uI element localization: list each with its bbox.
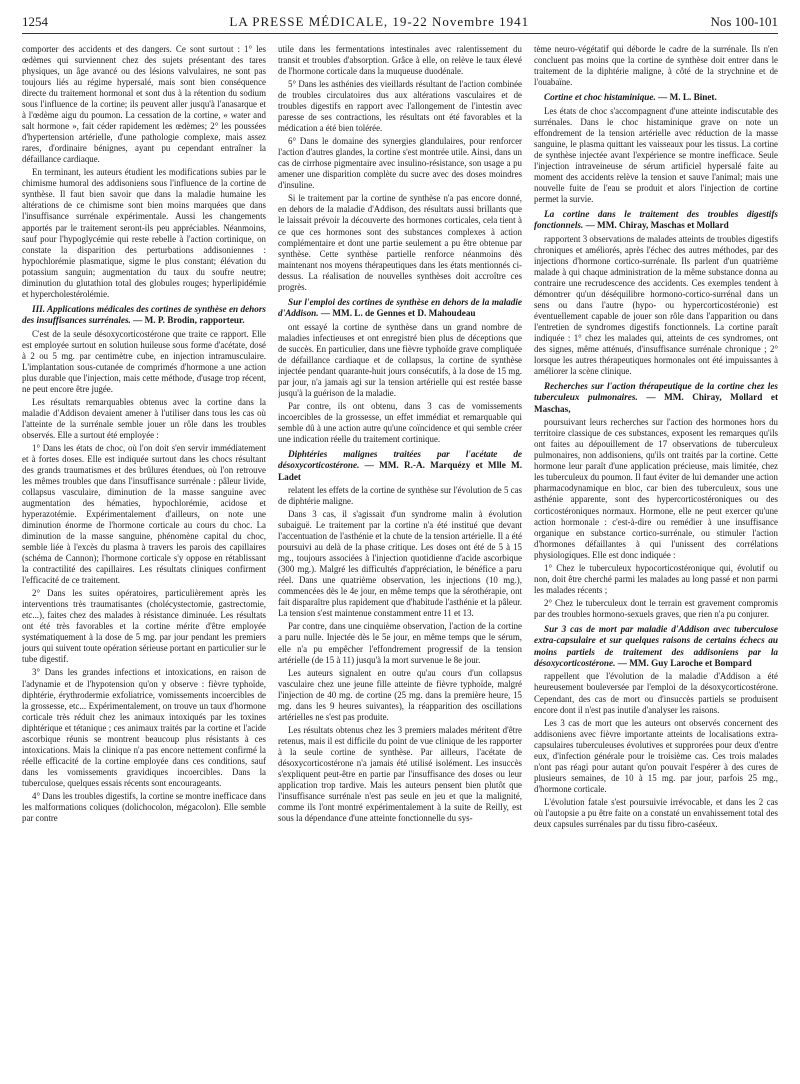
section-title: Cortine et choc histaminique. xyxy=(544,92,656,103)
section-authors: — M. L. Binet. xyxy=(658,92,717,103)
paragraph: 3° Dans les grandes infections et intoxications, en raison de l'adynamie et de l'hypotension qu'on y observe : fièvre typhoïde, diphtérie, érythrodermie exfoliatrice, vomissements incoercibles de la grossesse, etc... Expérimentalement, on trouve un taux d'hormone corticale très réduit chez les animaux intoxiqués par les toxines diphtérique et tétanique ; ces animaux traités par la cortine et l'acide ascorbique réunis se montrent beaucoup plus résistants à ces intoxications. Mais la clinique n'a pas encore nettement confirmé la réelle efficacité de la cortine employée dans ces conditions, sauf dans les vomissements gravidiques incoercibles. Dans la tuberculose, quelques essais récents sont encourageants. xyxy=(22,667,266,788)
paragraph: rappellent que l'évolution de la maladie d'Addison a été heureusement bouleversée par l'emploi de la désoxycorticostérone. Cependant, des cas de mort ou d'insuccès partiels se produisent encore dont il n'est pas inutile d'analyser les raisons. xyxy=(534,671,778,715)
issue-date: 19-22 Novembre 1941 xyxy=(392,14,530,29)
issue-number: Nos 100-101 xyxy=(710,14,778,29)
section-title: Sur l'emploi des cortines de synthèse en dehors de la maladie d'Addison. xyxy=(278,296,522,319)
paragraph: 5° Dans les asthénies des vieillards résultant de l'action combinée de troubles circulatoires dus aux altérations vasculaires et de troubles digestifs en rapport avec l'allongement de l'intestin avec paresse de ses contractions, les résultats ont été favorables et la médication a été bien tolérée. xyxy=(278,79,522,134)
article-columns xyxy=(22,44,778,1084)
journal-title: LA PRESSE MÉDICALE, xyxy=(229,14,389,29)
section-title: Sur 3 cas de mort par maladie d'Addison avec tuberculose extra-capsulaire et sur quelques raisons de certains échecs au moins partiels de traitement des addisoniens par la désoxycorticostérone. xyxy=(534,623,778,669)
column-1 xyxy=(22,44,266,1084)
paragraph: Si le traitement par la cortine de synthèse n'a pas encore donné, en dehors de la maladie d'Addison, des résultats aussi brillants que le laissait prévoir la découverte des hormones corticales, cela tient à ce que ces hormones sont des substances complexes à action complémentaire et dont une partie seulement a pu être obtenue par synthèse. Cette synthèse partielle renforce néanmoins dès maintenant nos moyens thérapeutiques dans les états mentionnés ci-dessus. La réalisation de nouvelles synthèses doit accroître ces progrès. xyxy=(278,193,522,292)
paragraph: poursuivant leurs recherches sur l'action des hormones hors du territoire classique de ces substances, exposent les remarques qu'ils ont faites au dépouillement de 17 observations de tuberculeux pulmonaires, non addisoniens, qu'ils ont traités par la cortine. Cette hormone leur paraît d'une application précieuse, mais limitée, chez les tuberculeux du poumon. Il faut éviter de lui demander une action pharmacodynamique en bloc, car bien des tuberculeux, sous une asthénie apparente, sont des hypercorticostéroniques ou des corticostéroniques normaux. Hormone, elle ne peut exercer qu'une action hormonale : c'est-à-dire ou remédier à une insuffisance organique en substance cortico-surrénale, ou stimuler l'action d'hormones défaillantes à qui l'unissent des corrélations physiologiques. Elle est donc indiquée : xyxy=(534,417,778,560)
paragraph: Les états de choc s'accompagnent d'une atteinte indiscutable des surrénales. Dans le choc histaminique grave on note un effondrement de la tension artérielle avec réduction de la masse sanguine, le plasma quittant les vaisseaux pour les tissus. La cortine de synthèse injectée avant l'expérience se montre inefficace. Seule l'injection intraveineuse de sérum artificiel hypersalé faite au moment des accidents relève la tension et sauve l'animal; mais une nouvelle fuite de l'eau se produit et alors l'injection de cortine permet la survie. xyxy=(534,105,778,204)
page-header xyxy=(22,14,778,34)
paragraph: rapportent 3 observations de malades atteints de troubles digestifs chroniques et améliorés, après l'échec des autres méthodes, par des injections d'hormone cortico-surrénale. Ils parlent d'un quatrième malade à qui chaque administration de la même substance donna au contraire une recrudescence des accidents. Ces exemples tendent à démontrer qu'un déséquilibre hormono-cortico-surrénal dans un sens ou dans l'autre (hypo- ou hypercorticostéronie) est éventuellement capable de jouer son rôle dans l'apparition ou dans l'entretien de syndromes digestifs fonctionnels. La cortine paraît indiquée : 1° chez les malades qui, atteints de ces syndromes, ont des signes, même atténués, d'insuffisance surrénale chronique ; 2° lorsque les autres thérapeutiques hormonales ont été impuissantes à améliorer la scène clinique. xyxy=(534,233,778,376)
section-heading xyxy=(22,304,266,327)
paragraph: ont essayé la cortine de synthèse dans un grand nombre de maladies infectieuses et ont enregistré bien plus de déceptions que de succès. En particulier, dans une fièvre typhoïde grave compliquée de défaillance cardiaque et de collapsus, la cortine de synthèse injectée pendant quarante-huit jours consécutifs, à la dose de 15 mg. par jour, n'a jamais agi sur la tension artérielle qui est restée basse jusqu'à la guérison de la maladie. xyxy=(278,321,522,398)
paragraph: Par contre, ils ont obtenu, dans 3 cas de vomissements incoercibles de la grossesse, un effet immédiat et remarquable qui semble dû à une action autre qu'une coïncidence et qui semble créer une indication réelle du traitement cortinique. xyxy=(278,400,522,444)
paragraph: tème neuro-végétatif qui déborde le cadre de la surrénale. Ils n'en concluent pas moins que la cortine de synthèse doit entrer dans le traitement de la diphtérie maligne, à côté de la strychnine et de l'ouabaïne. xyxy=(534,44,778,88)
paragraph: 6° Dans le domaine des synergies glandulaires, pour renforcer l'action d'autres glandes, la cortine s'est montrée utile. Ainsi, dans un cas de cirrhose pigmentaire avec insulino-résistance, son usage a pu amener une disparition complète du sucre avec des doses moindres d'insuline. xyxy=(278,136,522,191)
section-title: La cortine dans le traitement des troubles digestifs fonctionnels. xyxy=(534,208,778,231)
section-authors: — MM. L. de Gennes et D. Mahoudeau xyxy=(320,308,476,319)
section-title: Recherches sur l'action thérapeutique de la cortine chez les tuberculeux pulmonaires. xyxy=(534,381,778,403)
column-3 xyxy=(534,44,778,1084)
paragraph: Dans 3 cas, il s'agissait d'un syndrome malin à évolution subaiguë. Le traitement par la cortine n'a été institué que devant l'accentuation de l'asthénie et la chute de la tension artérielle. Il a été poursuivi au delà de la phase critique. Les doses ont été de 5 à 15 mg., toujours associées à l'injection quotidienne d'acide ascorbique (300 mg.). Malgré les difficultés d'appréciation, le bénéfice a paru réel. Dans une quatrième observation, les injections (10 mg.), commencées dès le 4e jour, en même temps que la sérothérapie, ont fait disparaître plus rapidement que d'habitude l'asthénie et la pâleur. La tension s'est maintenue constamment entre 11 et 13. xyxy=(278,509,522,619)
section-title: Diphtéries malignes traitées par l'acétate de désoxycorticostérone. xyxy=(278,448,522,471)
section-heading xyxy=(278,297,522,320)
section-heading xyxy=(534,92,778,103)
paragraph: Les 3 cas de mort que les auteurs ont observés concernent des addisoniens avec fièvre importante atteints de localisations extra-capsulaires tuberculeuses évolutives et supprorées pour deux d'entre eux, d'infection générale pour le troisième cas. Ces trois malades n'ont pas réagi pour autant qu'on pouvait l'espérer à des cures de plusieurs semaines, de 10 à 15 mg. par jour, parfois 25 mg., d'hormone corticale. xyxy=(534,717,778,794)
section-title: III. Applications médicales des cortines de synthèse en dehors des insuffisances surrénales. xyxy=(22,303,266,326)
paragraph: C'est de la seule désoxycorticostérone que traite ce rapport. Elle est employée surtout en solution huileuse sous forme d'acétate, dosé à 2 ou 5 mg. par centimètre cube, en injection intramusculaire. L'implantation sous-cutanée de comprimés d'hormone a une action plus durable que l'injection, mais cette méthode, d'usage trop récent, ne peut encore être jugée. xyxy=(22,328,266,394)
paragraph: 1° Chez le tuberculeux hypocorticostéronique qui, évolutif ou non, doit être cherché parmi les malades au long passé et non parmi les malades récents ; xyxy=(534,562,778,595)
paragraph: 4° Dans les troubles digestifs, la cortine se montre inefficace dans les malformations coliques (dolichocolon, mégacolon). Elle semble par contre xyxy=(22,790,266,823)
section-heading xyxy=(278,449,522,483)
section-heading xyxy=(534,381,778,415)
paragraph: Par contre, dans une cinquième observation, l'action de la cortine a paru nulle. Injectée dès le 5e jour, en même temps que le sérum, elle n'a pu empêcher l'effondrement progressif de la tension artérielle (de 15 à 11) jusqu'à la mort survenue le 8e jour. xyxy=(278,621,522,665)
paragraph: Les résultats obtenus chez les 3 premiers malades méritent d'être retenus, mais il est difficile du point de vue clinique de les rapporter à la seule cortine de synthèse. Par ailleurs, l'acétate de désoxycorticostérone n'a jamais été utilisé isolément. Les insuccès s'expliquent peut-être en partie par l'insuffisance des doses ou leur application trop tardive. Mais les auteurs pensent bien plutôt que l'insuffisance surrénale n'est pas seule en jeu et que la malignité, comme ils l'ont montré expérimentalement à la suite de Reilly, est sous la dépendance d'une atteinte fonctionnelle du sys- xyxy=(278,724,522,823)
section-authors: — MM. Chiray, Maschas et Mollard xyxy=(585,220,729,231)
paragraph: relatent les effets de la cortine de synthèse sur l'évolution de 5 cas de diphtérie maligne. xyxy=(278,485,522,507)
paragraph: L'évolution fatale s'est poursuivie irrévocable, et dans les 2 cas où l'autopsie a pu être faite on a constaté un envahissement total des deux capsules surrénales par du tissu fibro-caséeux. xyxy=(534,796,778,829)
paragraph: En terminant, les auteurs étudient les modifications subies par le chimisme humoral des addisoniens sous l'influence de la cortine de synthèse. Il faut bien savoir que dans la maladie humaine les altérations de ce chimisme sont bien moins marquées que dans l'insuffisance surrénale expérimentale. Aussi les changements apportés par le traitement seront-ils peu appréciables. Néanmoins, sauf pour l'hypoglycémie qui reste rebelle à l'action cortinique, on constate la disparition des perturbations addisoniennes : hypochlorémie plasmatique, sigme le plus constant; élévation du potassium sanguin; augmentation du taux du soufre neutre; diminution du glutathion total des globules rouges; hyperlipidémie et hypercholestérolémie. xyxy=(22,167,266,299)
paragraph: utile dans les fermentations intestinales avec ralentissement du transit et troubles d'absorption. Grâce à elle, on relève le taux élevé de l'hormone corticale dans la muqueuse duodénale. xyxy=(278,44,522,77)
section-authors: — MM. Chiray, Mollard et Maschas, xyxy=(534,392,778,414)
section-heading xyxy=(534,624,778,670)
section-authors: — MM. Guy Laroche et Bompard xyxy=(617,658,752,669)
paragraph: Les auteurs signalent en outre qu'au cours d'un collapsus vasculaire chez une jeune fille atteinte de fièvre typhoïde, malgré l'injection de 40 mg. de cortine (25 mg. dans la première heure, 15 mg. dans les 9 heures suivantes), la réapparition des oscillations artérielles ne s'est pas produite. xyxy=(278,667,522,722)
paragraph: 2° Dans les suites opératoires, particulièrement après les interventions très traumatisantes (cholécystectomie, gastrectomie, etc...), faites chez des malades à résistance diminuée. Les résultats ont été très favorables et la cortine mérite d'être employée systématiquement à la dose de 5 mg. par jour pendant les premiers jours qui suivent toute opération sérieuse portant en particulier sur le tube digestif. xyxy=(22,588,266,665)
page-number: 1254 xyxy=(22,14,48,29)
paragraph: comporter des accidents et des dangers. Ce sont surtout : 1° les œdèmes qui surviennent chez des sujets présentant des tares physiques, un âge avancé ou des lésions valvulaires, ne sont pas toujours liés au régime hypersalé, mais sont bien conséquence directe du traitement hormonal et sont dus à la rétention du sodium sous l'influence de la cortine; ils peuvent aller jusqu'à l'anasarque et à l'œdème aigu du poumon. La cessation de la cortine, « water and salt hormone », fait céder rapidement les œdèmes; 2° les poussées d'hypertension artérielle, d'une pathologie complexe, mais assez rares, d'ordinaire bénignes, ayant pu cependant entraîner la défaillance cardiaque. xyxy=(22,44,266,165)
journal-title-line xyxy=(229,14,529,30)
section-heading xyxy=(534,209,778,232)
section-authors: — MM. R.-A. Marquézy et Mlle M. Ladet xyxy=(278,460,522,482)
paragraph: 2° Chez le tuberculeux dont le terrain est gravement compromis par des troubles hormono-sexuels graves, que rien n'a pu conjurer. xyxy=(534,597,778,619)
section-authors: — M. P. Brodin, rapporteur. xyxy=(133,315,245,326)
paragraph: Les résultats remarquables obtenus avec la cortine dans la maladie d'Addison devaient amener à l'utiliser dans tous les cas où l'atteinte de la surrénale semble jouer un rôle dans les troubles observés. Elle a surtout été employée : xyxy=(22,396,266,440)
paragraph: 1° Dans les états de choc, où l'on doit s'en servir immédiatement et à fortes doses. Elle est indiquée surtout dans les chocs résultant des grands traumatismes et des brûlures étendues, où l'on retrouve les mêmes troubles que dans l'insuffisance surrénale : pâleur livide, collapsus vasculaire, diminution de la masse sanguine avec augmentation des hématies, hypochlorémie, acidose et hyperazotémie. Expérimentalement d'ailleurs, on note une diminution énorme de l'hormone corticale au cours du choc. La diminution de la masse sanguine, phénomène capital du choc, semble liée à l'excès du plasma à travers les parois des capillaires (schéma de Cannon); l'hormone corticale s'y oppose en rétablissant la contractilité des capillaires. Les résultats cliniques confirment l'efficacité de ce traitement. xyxy=(22,442,266,586)
column-2 xyxy=(278,44,522,1084)
